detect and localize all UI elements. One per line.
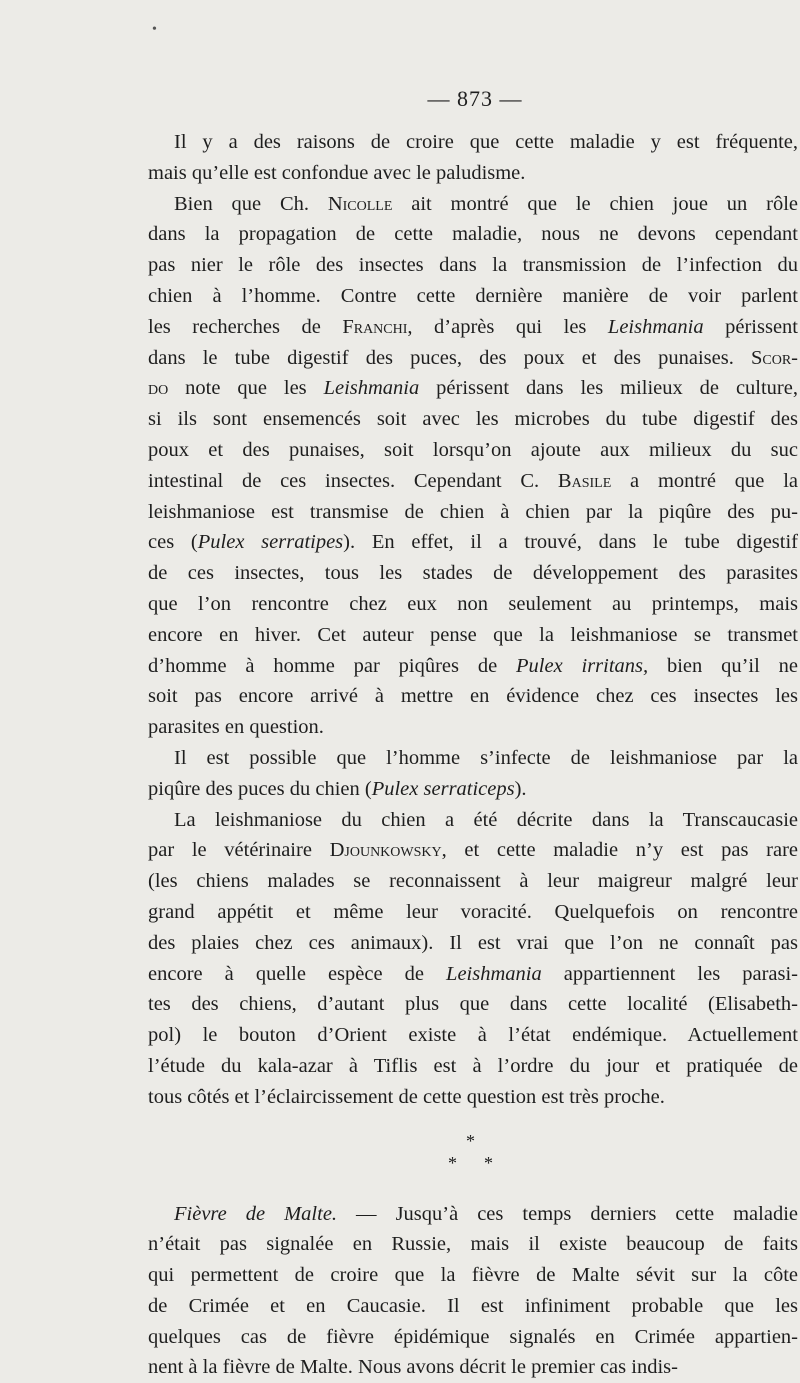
text-line: tes des chiens, d’autant plus que dans cette localité (Elisabeth- [148, 989, 798, 1020]
text-line: leishmaniose est transmise de chien à chien par la piqûre des pu- [148, 497, 798, 528]
text-line: piqûre des puces du chien (Pulex serraticeps). [148, 774, 798, 805]
text-line: encore en hiver. Cet auteur pense que la leishmaniose se transmet [148, 620, 798, 651]
italic-term: Fièvre de Malte. [174, 1203, 337, 1225]
italic-term: Leishmania [324, 377, 420, 399]
author-name: Nicolle [328, 193, 393, 215]
text-line: pas nier le rôle des insectes dans la transmission de l’infection du [148, 250, 798, 281]
text-line: Bien que Ch. Nicolle ait montré que le chien joue un rôle [148, 189, 798, 220]
text-line: parasites en question. [148, 712, 798, 743]
text-line: l’étude du kala-azar à Tiflis est à l’ordre du jour et pratiquée de [148, 1051, 798, 1082]
italic-term: Pulex serratipes [198, 531, 343, 553]
text-line: d’homme à homme par piqûres de Pulex irritans, bien qu’il ne [148, 651, 798, 682]
asterisk: * [448, 1153, 457, 1174]
text-line: qui permettent de croire que la fièvre de Malte sévit sur la côte [148, 1260, 798, 1291]
italic-term: Leishmania [446, 963, 542, 985]
paragraph [148, 127, 798, 189]
text-line: par le vétérinaire Djounkowsky, et cette maladie n’y est pas rare [148, 835, 798, 866]
text-line: tous côtés et l’éclaircissement de cette question est très proche. [148, 1082, 798, 1113]
text-line: soit pas encore arrivé à mettre en évidence chez ces insectes les [148, 681, 798, 712]
text-line: do note que les Leishmania périssent dans les milieux de culture, [148, 373, 798, 404]
text-line: Il y a des raisons de croire que cette maladie y est fréquente, [148, 127, 798, 158]
page-number: — 873 — [0, 86, 800, 112]
text-line: Fièvre de Malte. — Jusqu’à ces temps derniers cette maladie [148, 1199, 798, 1230]
speck-mark: • [152, 22, 157, 38]
text-line: La leishmaniose du chien a été décrite dans la Transcaucasie [148, 805, 798, 836]
paragraph [148, 1199, 798, 1383]
text-line: ces (Pulex serratipes). En effet, il a trouvé, dans le tube digestif [148, 527, 798, 558]
text-line: pol) le bouton d’Orient existe à l’état endémique. Actuellement [148, 1020, 798, 1051]
author-name: Scor- [751, 347, 798, 369]
text-line: dans le tube digestif des puces, des poux et des punaises. Scor- [148, 343, 798, 374]
text-line: quelques cas de fièvre épidémique signalés en Crimée appartien- [148, 1322, 798, 1353]
text-line: nent à la fièvre de Malte. Nous avons décrit le premier cas indis- [148, 1352, 798, 1383]
text-line: grand appétit et même leur voracité. Quelquefois on rencontre [148, 897, 798, 928]
text-line: mais qu’elle est confondue avec le paludisme. [148, 158, 798, 189]
text-line: chien à l’homme. Contre cette dernière manière de voir parlent [148, 281, 798, 312]
text-line: intestinal de ces insectes. Cependant C. Basile a montré que la [148, 466, 798, 497]
text-line: dans la propagation de cette maladie, nous ne devons cependant [148, 219, 798, 250]
author-name: Djounkowsky [330, 839, 442, 861]
text-line: des plaies chez ces animaux). Il est vrai que l’on ne connaît pas [148, 928, 798, 959]
asterisk: * [466, 1131, 475, 1152]
text-line: (les chiens malades se reconnaissent à leur maigreur malgré leur [148, 866, 798, 897]
paragraph [148, 805, 798, 1113]
text-line: que l’on rencontre chez eux non seulement au printemps, mais [148, 589, 798, 620]
asterisk: * [484, 1153, 493, 1174]
text-line: si ils sont ensemencés soit avec les microbes du tube digestif des [148, 404, 798, 435]
author-name: Franchi [342, 316, 407, 338]
text-line: de ces insectes, tous les stades de développement des parasites [148, 558, 798, 589]
author-name: Basile [558, 470, 611, 492]
italic-term: Pulex serraticeps [372, 778, 515, 800]
paragraph [148, 743, 798, 805]
text-line: Il est possible que l’homme s’infecte de leishmaniose par la [148, 743, 798, 774]
italic-term: Pulex irritans, [516, 655, 648, 677]
body-text [148, 127, 798, 1383]
text-line: n’était pas signalée en Russie, mais il existe beaucoup de faits [148, 1229, 798, 1260]
paragraph [148, 189, 798, 743]
text-line: encore à quelle espèce de Leishmania appartiennent les parasi- [148, 959, 798, 990]
italic-term: Leishmania [608, 316, 704, 338]
text-line: poux et des punaises, soit lorsqu’on ajoute aux milieux du suc [148, 435, 798, 466]
section-asterism [148, 1131, 798, 1195]
text-line: les recherches de Franchi, d’après qui les Leishmania périssent [148, 312, 798, 343]
author-name: do [148, 377, 168, 399]
text-line: de Crimée et en Caucasie. Il est infiniment probable que les [148, 1291, 798, 1322]
